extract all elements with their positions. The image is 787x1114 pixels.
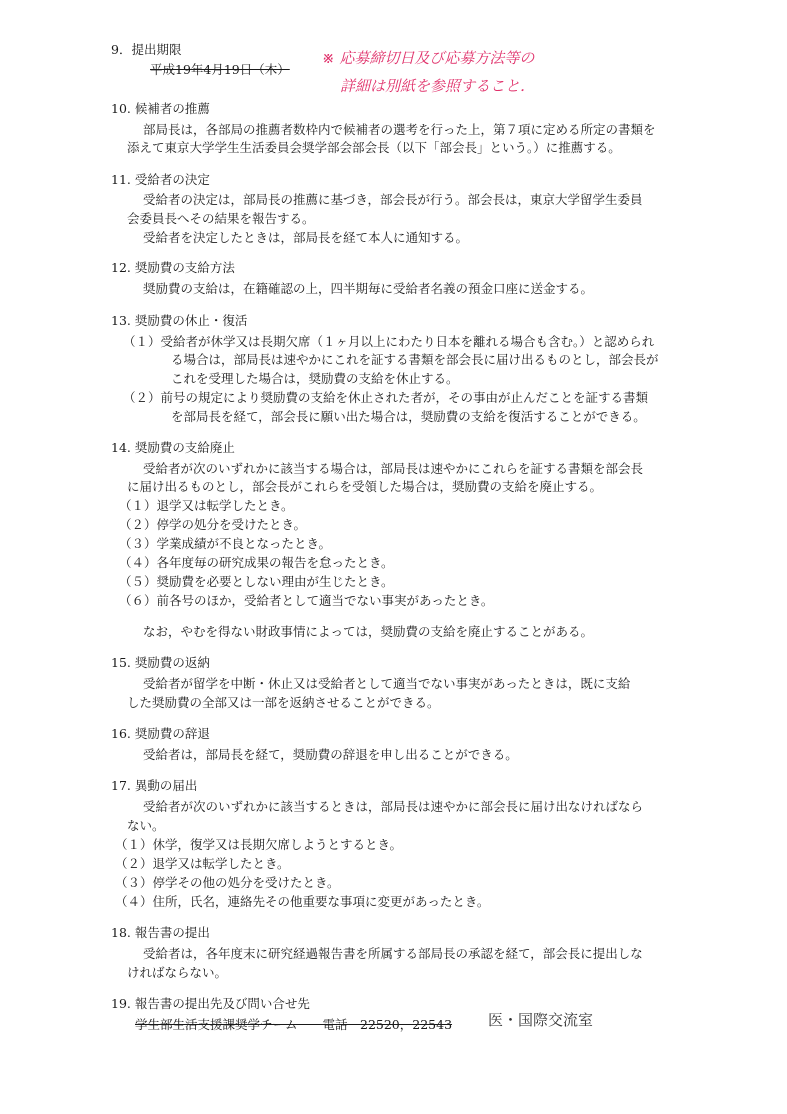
struck-deadline: 平成19年4月19日（木） — [150, 62, 290, 77]
s13-line: （２）前号の規定により奨励費の支給を休止された者が，その事由が止んだことを証する書類 — [123, 390, 649, 405]
s10-line: 部局長は，各部局の推薦者数枠内で候補者の選考を行った上，第７項に定める所定の書類を — [143, 122, 656, 137]
s14-item: （３）学業成績が不良となったとき。 — [119, 536, 332, 551]
s17-item: （３）停学その他の処分を受けたとき。 — [115, 875, 340, 890]
section-10-heading: 10. 候補者の推薦 — [111, 101, 210, 116]
section-16-heading: 16. 奨励費の辞退 — [111, 726, 210, 741]
s17-line: ない。 — [127, 818, 165, 833]
s11-line: 会委員長へその結果を報告する。 — [127, 211, 315, 226]
s14-note: なお，やむを得ない財政事情によっては，奨励費の支給を廃止することがある。 — [143, 624, 594, 639]
handwritten-note-line2: 詳細は別紙を参照すること． — [340, 77, 536, 95]
s13-line: る場合は，部局長は速やかにこれを証する書類を部会長に届け出るものとし，部会長が — [171, 352, 659, 367]
s14-line: 受給者が次のいずれかに該当する場合は，部局長は速やかにこれらを証する書類を部会長 — [143, 461, 644, 476]
s12-line: 奨励費の支給は，在籍確認の上，四半期毎に受給者名義の預金口座に送金する。 — [143, 281, 594, 296]
section-11-heading: 11. 受給者の決定 — [111, 172, 210, 187]
section-13-heading: 13. 奨励費の休止・復活 — [111, 313, 248, 328]
s17-item: （２）退学又は転学したとき。 — [115, 856, 290, 871]
s17-line: 受給者が次のいずれかに該当するときは，部局長は速やかに部会長に届け出なければなら — [143, 799, 644, 814]
s16-line: 受給者は，部局長を経て，奨励費の辞退を申し出ることができる。 — [143, 747, 518, 762]
s14-item: （６）前各号のほか，受給者として適当でない事実があったとき。 — [119, 593, 494, 608]
section-18-heading: 18. 報告書の提出 — [111, 925, 210, 940]
section-19-heading: 19. 報告書の提出先及び問い合せ先 — [111, 996, 310, 1011]
handwritten-contact: 医・国際交流室 — [488, 1011, 594, 1029]
section-15-heading: 15. 奨励費の返納 — [111, 655, 210, 670]
s10-line: 添えて東京大学学生生活委員会奨学部会部会長（以下「部会長」という。）に推薦する。 — [127, 140, 621, 155]
s17-item: （４）住所，氏名，連絡先その他重要な事項に変更があったとき。 — [115, 894, 490, 909]
struck-contact: 学生部生活支援課奨学チーム 電話 22520，22543 — [135, 1017, 453, 1032]
s14-item: （２）停学の処分を受けたとき。 — [119, 517, 307, 532]
section-12-heading: 12. 奨励費の支給方法 — [111, 260, 235, 275]
s13-line: を部局長を経て，部会長に願い出た場合は，奨励費の支給を復活することができる。 — [171, 409, 646, 424]
section-14-heading: 14. 奨励費の支給廃止 — [111, 440, 235, 455]
s15-line: 受給者が留学を中断・休止又は受給者として適当でない事実があったときは，既に支給 — [143, 676, 631, 691]
s17-item: （１）休学，復学又は長期欠席しようとするとき。 — [115, 837, 403, 852]
s14-item: （４）各年度毎の研究成果の報告を怠ったとき。 — [119, 555, 394, 570]
s11-line: 受給者を決定したときは，部局長を経て本人に通知する。 — [143, 230, 469, 245]
s18-line: 受給者は，各年度末に研究経過報告書を所属する部局長の承認を経て，部会長に提出しな — [143, 946, 643, 961]
s13-line: これを受理した場合は，奨励費の支給を休止する。 — [171, 371, 459, 386]
handwritten-note-line1: ※ 応募締切日及び応募方法等の — [322, 49, 535, 67]
s18-line: ければならない。 — [127, 965, 228, 980]
s11-line: 受給者の決定は，部局長の推薦に基づき，部会長が行う。部会長は，東京大学留学生委員 — [143, 192, 643, 207]
s13-line: （１）受給者が休学又は長期欠席（１ヶ月以上にわたり日本を離れる場合も含む。）と認められ — [123, 334, 655, 349]
section-17-heading: 17. 異動の届出 — [111, 778, 198, 793]
s14-line: に届け出るものとし，部会長がこれらを受領した場合は，奨励費の支給を廃止する。 — [127, 479, 603, 494]
s14-item: （５）奨励費を必要としない理由が生じたとき。 — [119, 574, 394, 589]
section-9-heading: 9．提出期限 — [111, 42, 182, 57]
s14-item: （１）退学又は転学したとき。 — [119, 498, 294, 513]
s15-line: した奨励費の全部又は一部を返納させることができる。 — [127, 695, 440, 710]
